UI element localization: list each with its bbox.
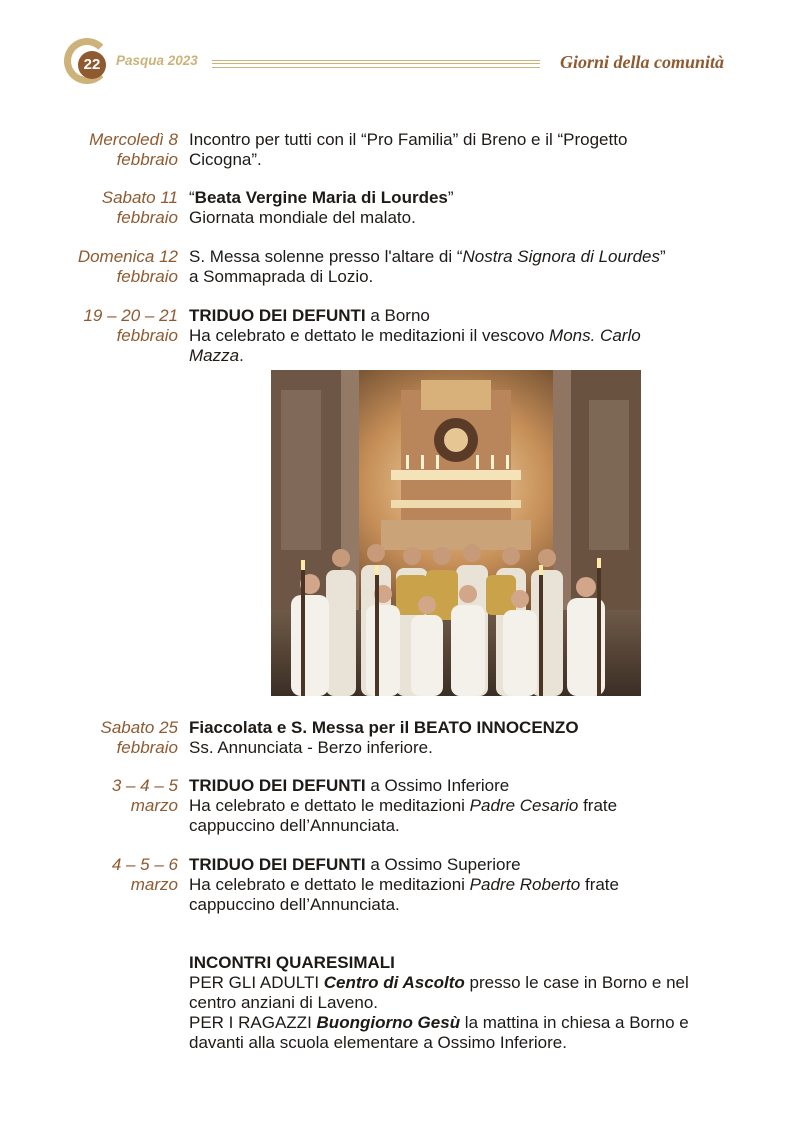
text-segment: TRIDUO DEI DEFUNTI (189, 855, 366, 874)
description-line (189, 1013, 734, 1033)
text-segment: Giornata mondiale del malato. (189, 208, 416, 227)
text-segment: Padre Cesario (469, 796, 579, 815)
text-segment: cappuccino dell’Annunciata. (189, 895, 400, 914)
header-rule (212, 60, 540, 68)
description-line (189, 895, 734, 915)
description-line (189, 816, 734, 836)
entry-description (189, 247, 734, 287)
text-segment: frate (578, 796, 618, 815)
description-line (189, 130, 734, 150)
text-segment: Cicogna”. (189, 150, 262, 169)
description-line (189, 718, 734, 738)
text-segment: a Ossimo Superiore (365, 855, 521, 874)
section-title: Giorni della comunità (559, 52, 724, 72)
description-line (189, 1033, 734, 1053)
description-line (189, 855, 734, 875)
entry-description (189, 718, 734, 758)
description-line (189, 346, 734, 366)
church-photo-illustration (271, 370, 641, 696)
text-segment: Incontro per tutti con il “Pro Familia” di Breno e il “Progetto (189, 130, 628, 149)
description-line (189, 953, 734, 973)
text-segment: a Sommaprada di Lozio. (189, 267, 374, 286)
text-segment: TRIDUO DEI DEFUNTI (189, 306, 366, 325)
church-group-photo (271, 370, 641, 696)
entry-date: 3 – 4 – 5 marzo (111, 776, 178, 815)
text-segment: Ss. Annunciata - Berzo inferiore. (189, 738, 433, 757)
entry-date: 4 – 5 – 6 marzo (111, 855, 178, 894)
entry-date: Mercoledì 8 febbraio (89, 130, 178, 169)
text-segment: . (239, 346, 244, 365)
text-segment: Mons. Carlo (549, 326, 641, 345)
text-segment: Beata Vergine Maria di Lourdes (194, 188, 448, 207)
text-segment: frate (580, 875, 619, 894)
text-segment: ” (447, 188, 454, 207)
page-header (0, 0, 800, 100)
text-segment: Mazza (189, 346, 240, 365)
text-segment: davanti alla scuola elementare a Ossimo Inferiore. (189, 1033, 567, 1052)
text-segment: PER I RAGAZZI (189, 1013, 317, 1032)
description-line (189, 776, 734, 796)
text-segment: presso le case in Borno e nel (464, 973, 689, 992)
description-line (189, 150, 734, 170)
description-line (189, 306, 734, 326)
text-segment: S. Messa solenne presso l'altare di “ (189, 247, 463, 266)
entry-description (189, 130, 734, 170)
text-segment: Ha celebrato e dettato le meditazioni (189, 875, 470, 894)
description-line (189, 247, 734, 267)
description-line (189, 993, 734, 1013)
text-segment: a Ossimo Inferiore (365, 776, 510, 795)
text-segment: a Borno (365, 306, 430, 325)
description-line (189, 796, 734, 816)
entry-description (189, 188, 734, 228)
text-segment: Buongiorno Gesù (316, 1013, 461, 1032)
text-segment: “ (189, 188, 195, 207)
description-line (189, 188, 734, 208)
description-line (189, 973, 734, 993)
text-segment: Ha celebrato e dettato le meditazioni il vescovo (189, 326, 550, 345)
text-segment: PER GLI ADULTI (189, 973, 324, 992)
text-segment: INCONTRI QUARESIMALI (189, 953, 395, 972)
description-line (189, 875, 734, 895)
issue-label: Pasqua 2023 (116, 53, 198, 68)
text-segment: Ha celebrato e dettato le meditazioni (189, 796, 470, 815)
description-line (189, 326, 734, 346)
entry-date: Sabato 11 febbraio (101, 188, 178, 227)
text-segment: TRIDUO DEI DEFUNTI (189, 776, 366, 795)
entry-description (189, 776, 734, 836)
text-segment: Nostra Signora di Lourdes (462, 247, 661, 266)
text-segment: Fiaccolata e S. Messa per il BEATO INNOCENZO (189, 718, 579, 737)
text-segment: ” (660, 247, 666, 266)
description-line (189, 267, 734, 287)
entry-date: Domenica 12 febbraio (77, 247, 178, 286)
text-segment: centro anziani di Laveno. (189, 993, 379, 1012)
text-segment: Padre Roberto (469, 875, 581, 894)
entry-date: Sabato 25 febbraio (100, 718, 178, 757)
text-segment: Centro di Ascolto (323, 973, 465, 992)
description-line (189, 208, 734, 228)
entry-description (189, 855, 734, 915)
entry-description (189, 953, 734, 1053)
entry-description (189, 306, 734, 366)
page-number-badge: 22 (78, 51, 106, 79)
text-segment: cappuccino dell’Annunciata. (189, 816, 400, 835)
description-line (189, 738, 734, 758)
text-segment: la mattina in chiesa a Borno e (460, 1013, 689, 1032)
entry-date: 19 – 20 – 21 febbraio (83, 306, 178, 345)
